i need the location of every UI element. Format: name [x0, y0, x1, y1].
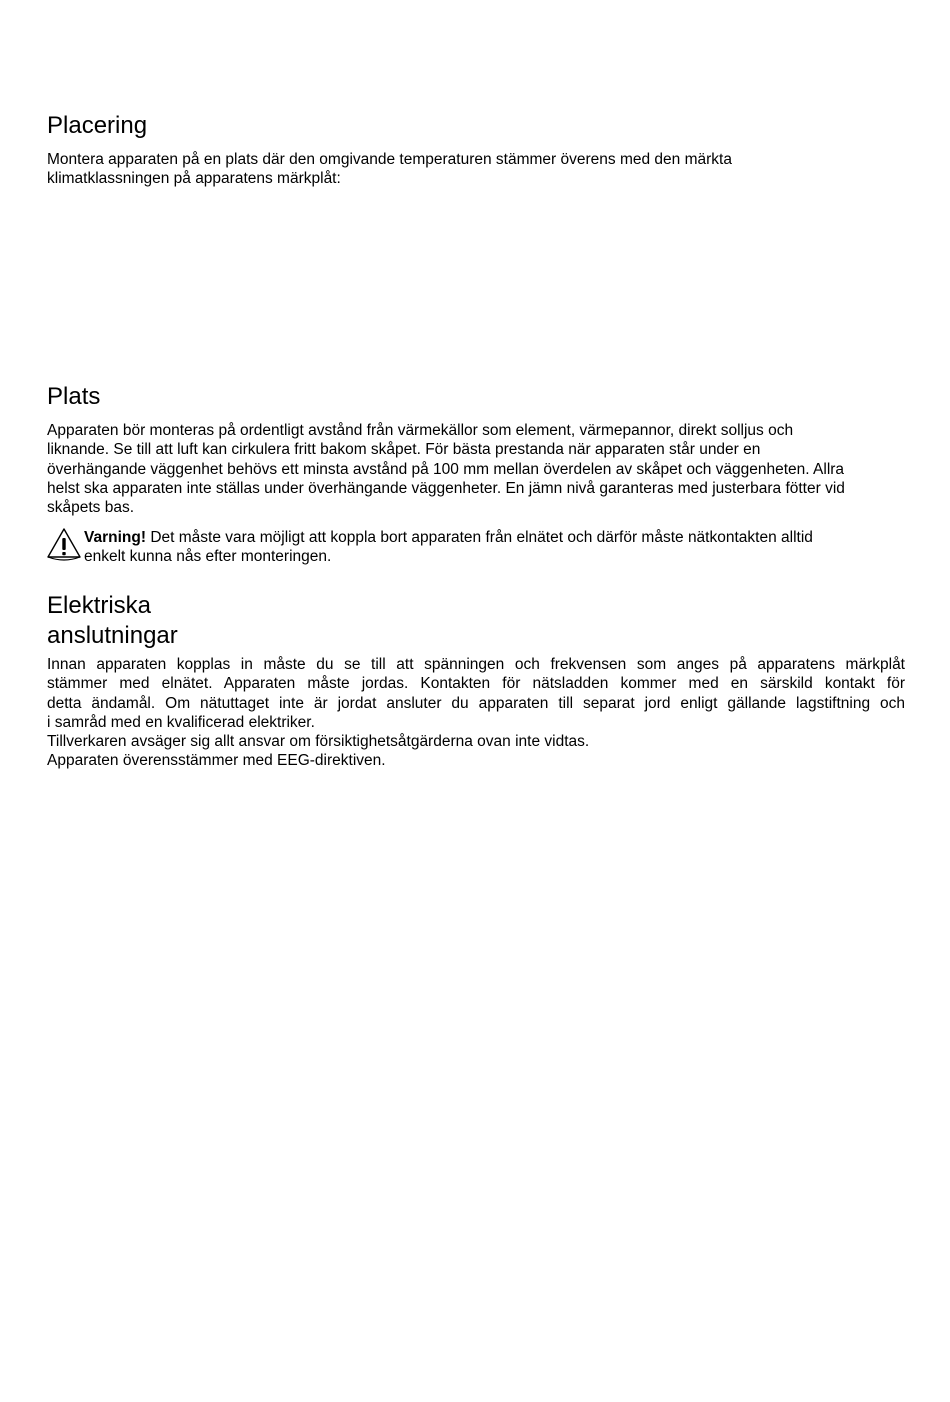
text-line: Innan apparaten kopplas in måste du se till att spänningen och frekvensen som anges på apparatens märkplåt	[47, 656, 905, 673]
text-line: liknande. Se till att luft kan cirkulera fritt bakom skåpet. För bästa prestanda när apparaten står under en	[47, 441, 761, 459]
plats-paragraph	[47, 421, 845, 517]
text-line: detta ändamål. Om nätuttaget inte är jordat ansluter du apparaten till separat jord enligt gällande lagstiftning och	[47, 694, 905, 712]
text-line: överhängande väggenhet behövs ett minsta avstånd på 100 mm mellan överdelen av skåpet och väggenheten. Allra	[47, 460, 845, 478]
text-line: Apparaten bör monteras på ordentligt avstånd från värmekällor som element, värmepannor, direkt solljus och	[47, 422, 794, 439]
text-line: klimatklassningen på apparatens märkplåt:	[47, 170, 341, 188]
text-line: Tillverkaren avsäger sig allt ansvar om försiktighetsåtgärderna ovan inte vidtas.	[47, 733, 590, 751]
heading-line-2: anslutningar	[47, 622, 178, 649]
text-line: i samråd med en kvalificerad elektriker.	[47, 713, 315, 731]
text-line: Montera apparaten på en plats där den omgivande temperaturen stämmer överens med den märkta	[47, 151, 732, 168]
placering-paragraph	[47, 150, 732, 189]
heading-plats: Plats	[47, 383, 101, 410]
text-line: helst ska apparaten inte ställas under överhängande väggenheter. En jämn nivå garanteras med justerbara fötter vid	[47, 479, 845, 497]
warning-label: Varning!	[84, 529, 147, 546]
text-line: Apparaten överensstämmer med EEG-direktiven.	[47, 752, 386, 770]
elektriska-paragraph	[47, 655, 905, 771]
warning-text-1: Det måste vara möjligt att koppla bort apparaten från elnätet och därför måste nätkontakten alltid	[146, 529, 813, 546]
heading-placering: Placering	[47, 112, 148, 139]
warning-message	[84, 528, 813, 567]
text-line: skåpets bas.	[47, 499, 135, 517]
warning-line-2: enkelt kunna nås efter monteringen.	[84, 548, 332, 566]
heading-line-1: Elektriska	[47, 592, 152, 619]
text-line: stämmer med elnätet. Apparaten måste jordas. Kontakten för nätsladden kommer med en särskild kontakt för	[47, 675, 905, 693]
warning-triangle-icon	[46, 527, 82, 563]
warning-line-1	[84, 528, 813, 547]
heading-elektriska-anslutningar	[47, 591, 178, 651]
